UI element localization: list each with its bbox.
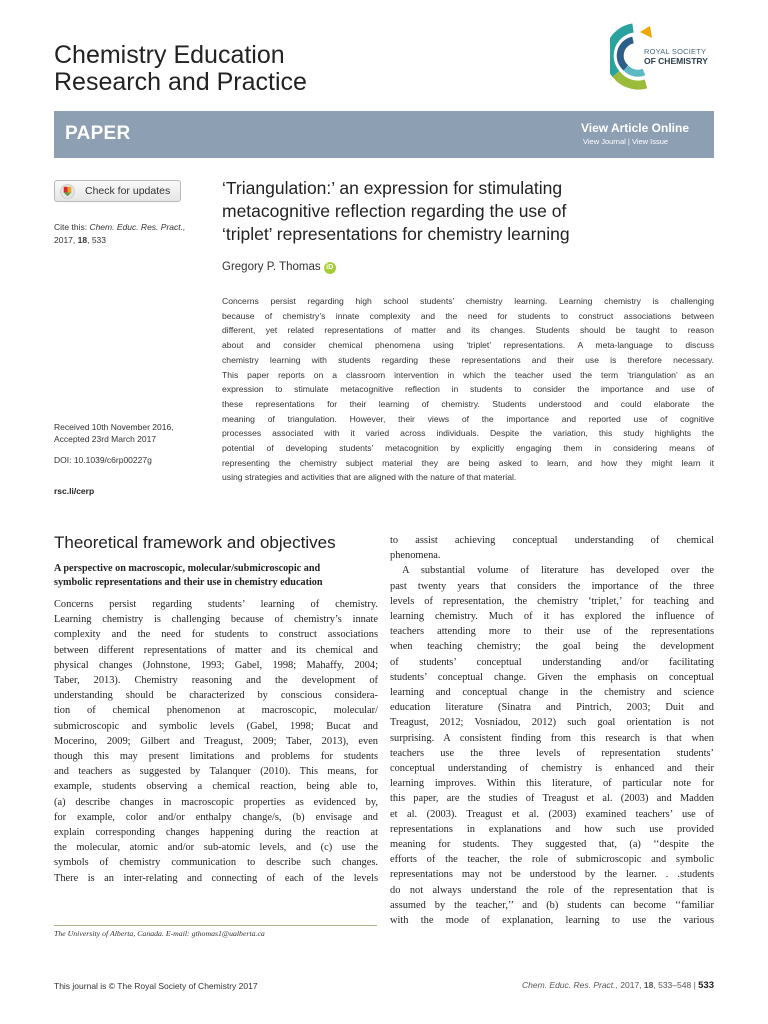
abstract-line: potential of developing students’ metacognition by explicitly engaging them in considering means of	[222, 443, 714, 454]
footer-year: 2017,	[617, 980, 644, 990]
publisher-name-line2: OF CHEMISTRY	[644, 56, 708, 66]
body-line: surprising. A consistent finding from this research is that when	[390, 732, 714, 744]
body-line: understanding should be characterized by conscious considera-	[54, 690, 378, 702]
body-line: physical changes (Johnstone, 1993; Gabel, 1998; Mahaffy, 2004;	[54, 659, 378, 671]
body-line: the molecular, atomic and/or sub-atomic levels, and (c) use the	[54, 842, 378, 854]
body-line: Treagust, 2012; Vosniadou, 2012) such goal orientation is not	[390, 717, 714, 729]
abstract-line: using strategies and activities that are aligned with the nature of that material.	[222, 472, 517, 483]
body-line: meaning for students. They suggested that, (a) ‘‘despite the	[390, 839, 714, 851]
body-line: to assist achieving conceptual understanding of chemical	[390, 535, 714, 546]
body-column-left	[54, 597, 378, 886]
footer-journal: Chem. Educ. Res. Pract.,	[522, 980, 618, 990]
body-line: for example, color and/or enthalpy change/s, (b) envisage and	[54, 811, 378, 823]
body-line: representations in explanations and how such use provided	[390, 823, 714, 835]
article-title-line: ‘Triangulation:’ an expression for stimulating	[222, 178, 563, 198]
abstract-line: these representations for their learning of chemistry. Students understood and could elaborate the	[222, 398, 714, 409]
journal-title-line2: Research and Practice	[54, 68, 307, 96]
abstract-line: processes associated with it varied across individuals. Despite the variation, this study highlights the	[222, 428, 714, 439]
author-line	[222, 261, 336, 274]
received-accepted-dates	[54, 421, 174, 445]
article-type-label: PAPER	[65, 123, 131, 144]
abstract-line: This paper reports on a classroom intervention in which the teacher used the term ‘triangulation’ as an	[222, 369, 714, 380]
journal-title[interactable]	[54, 42, 474, 96]
body-line: Concerns persist regarding students’ learning of chemistry.	[54, 599, 378, 610]
body-line: education literature (Sinatra and Pintrich, 2003; Duit and	[390, 702, 714, 714]
footer-pages: , 533–548	[653, 980, 692, 990]
article-title-line: metacognitive reflection regarding the use of	[222, 201, 567, 221]
footnote-divider	[54, 925, 377, 926]
subsection-heading-line: symbolic representations and their use in chemistry education	[54, 577, 323, 588]
citation-block	[54, 221, 214, 247]
cite-prefix: Cite this:	[54, 222, 90, 232]
body-line: teachers use the three levels of representation students’	[390, 747, 714, 759]
view-issue-link[interactable]: View Issue	[631, 137, 669, 146]
page-number: 533	[698, 980, 714, 991]
body-line: phenomena.	[390, 550, 441, 562]
cite-volume: 18	[77, 235, 88, 245]
rsc-logo[interactable]	[610, 22, 720, 92]
body-line: symbols of chemistry communication to describe such changes.	[54, 857, 378, 869]
body-line: and teachers as suggested by Talanquer (2010). This means, for	[54, 766, 378, 778]
body-line: Learning chemistry is challenging because of chemistry’s innate	[54, 614, 378, 626]
journal-title-line1: Chemistry Education	[54, 41, 285, 69]
body-line: do not always understand the role of the representation that is	[390, 884, 714, 896]
body-line: (a) describe changes in macroscopic properties as evidenced by,	[54, 796, 378, 808]
body-line: levels of representation, the chemistry ‘triplet,’ for teaching and	[390, 595, 714, 607]
view-article-online-link[interactable]: View Article Online	[580, 121, 689, 135]
subsection-heading-line: A perspective on macroscopic, molecular/submicroscopic and	[54, 563, 321, 574]
received-date: Received 10th November 2016,	[54, 422, 174, 432]
journal-short-link[interactable]: rsc.li/cerp	[54, 486, 95, 496]
abstract-line: different, yet related representations of matter and its changes. Students should be taught to reason	[222, 325, 714, 336]
author-name[interactable]: Gregory P. Thomas	[222, 261, 321, 273]
body-line: of students’ conceptual understanding and/or facilitating	[390, 656, 714, 668]
footer-separator: |	[691, 980, 699, 990]
body-line: There is an inter-relating and connecting of each of the levels	[54, 872, 378, 884]
body-line: with the mode of explanation, learning to use the various	[390, 915, 714, 927]
abstract-line: about and consider chemical phenomena using ‘triplet’ representations. A meta-language to discuss	[222, 340, 714, 351]
check-for-updates-label: Check for updates	[85, 185, 171, 197]
copyright-footer: This journal is © The Royal Society of Chemistry 2017	[54, 981, 258, 991]
body-line: Mocerino, 2009; Gilbert and Treagust, 2009; Taber, 2013), even	[54, 735, 378, 747]
cite-pages: , 533	[87, 235, 107, 245]
abstract-line: meaning of triangulation. However, their views of the importance and reported use of cognitive	[222, 413, 714, 424]
body-line: et al. (2003). Treagust et al. (2003) examined teachers’ use of	[390, 808, 714, 820]
article-title-line: ‘triplet’ representations for chemistry learning	[222, 224, 570, 244]
check-for-updates-button[interactable]	[54, 180, 181, 202]
abstract-line: expression to stimulate metacognitive reflection in students to consider the importance and use of	[222, 384, 714, 395]
body-line: past twenty years that considers the importance of the three	[390, 580, 714, 592]
body-line: learning chemistry. Much of it has explored the influence of	[390, 611, 714, 623]
body-line: students’ conceptual change. Given the emphasis on conceptual	[390, 671, 714, 683]
body-line: complexity and the need for students to construct associations	[54, 629, 378, 641]
body-line: submicroscopic and symbolic levels (Gabel, 1998; Bucat and	[54, 720, 378, 732]
crossmark-icon	[60, 184, 75, 199]
article-title	[222, 177, 702, 246]
body-line: conceptual understanding of chemistry is enhanced and their	[390, 763, 714, 775]
body-line: learning improves. Within this literature, of particular note for	[390, 778, 714, 790]
body-line: A substantial volume of literature has developed over the	[402, 565, 714, 577]
section-heading: Theoretical framework and objectives	[54, 533, 336, 552]
subsection-heading	[54, 562, 379, 590]
body-line: though this may present limitations and problems for students	[54, 751, 378, 763]
abstract-line: representing the chemistry subject material they are being asked to learn, and how they might learn it	[222, 457, 714, 468]
body-line: tion of chemical phenomenon at macroscopic, molecular/	[54, 705, 378, 717]
body-line: when teaching chemistry; the goal being the development	[390, 641, 714, 653]
publisher-name-line1: ROYAL SOCIETY	[644, 47, 707, 56]
abstract-line: because of chemistry’s innate complexity and the need for students to construct associations between	[222, 310, 714, 321]
abstract-line: chemistry learning with students regarding these representations and their use is therefore necessary.	[222, 354, 714, 365]
orcid-icon[interactable]: iD	[324, 262, 336, 274]
doi[interactable]: DOI: 10.1039/c6rp00227g	[54, 455, 152, 465]
page-citation-footer	[522, 980, 714, 991]
body-line: explain corresponding changes happening during the reaction at	[54, 827, 378, 839]
cite-journal: Chem. Educ. Res. Pract.,	[89, 222, 186, 232]
accepted-date: Accepted 23rd March 2017	[54, 434, 157, 444]
body-line: representations may not be understood by the learner. . .students	[390, 869, 714, 881]
body-line: Taber, 2013). Chemistry reasoning and the development of	[54, 675, 378, 687]
abstract-line: Concerns persist regarding high school students’ chemistry learning. Learning chemistry is challenging	[222, 296, 714, 306]
body-line: between different representations of matter and its chemical and	[54, 644, 378, 656]
footer-volume: 18	[643, 980, 654, 990]
cite-year: 2017,	[54, 235, 78, 245]
body-line: assumed by the teacher,’’ and (b) students can become ‘‘familiar	[390, 899, 714, 911]
journal-issue-links	[583, 137, 668, 146]
abstract	[222, 294, 714, 485]
body-line: learning and conceptual change in the chemistry and science	[390, 687, 714, 699]
link-separator: |	[625, 137, 632, 146]
body-line: teachers attending more to their use of the representations	[390, 626, 714, 638]
body-line: efforts of the teacher, the role of submicroscopic and symbolic	[390, 854, 714, 866]
article-type-banner	[54, 111, 714, 158]
author-affiliation-footnote: The University of Alberta, Canada. E-mail: gthomas1@ualberta.ca	[54, 929, 265, 938]
view-journal-link[interactable]: View Journal	[583, 137, 626, 146]
body-column-right	[390, 533, 714, 928]
body-line: example, students observing a chemical reaction, being able to,	[54, 781, 378, 793]
body-line: this paper, are the studies of Treagust et al. (2003) and Madden	[390, 793, 714, 805]
